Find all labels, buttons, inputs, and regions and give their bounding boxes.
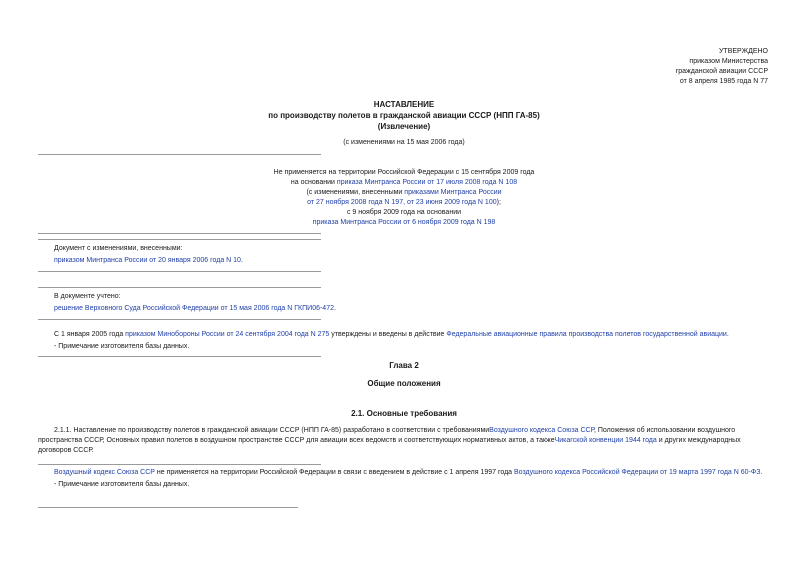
divider [38,233,321,234]
court-decision-link[interactable]: решение Верховного Суда Российской Федерации от 15 мая 2006 года N ГКПИ06-472 [54,305,334,312]
status-text: ); [496,199,501,206]
note-text: . [726,331,729,338]
paragraph-text: , Положения об использовании воздушного пространства СССР, Основных правил полетов в воздушном пространстве СССР для авиации всех ведомств и соответствующих нормативных актов, а также [38,427,736,444]
note-line [54,330,774,340]
status-line [204,198,604,208]
status-line [204,178,604,188]
note-text: . [760,469,763,476]
order-link[interactable]: приказа Минтранса России от 6 ноября 2009 года N 198 [312,219,496,226]
considered-label: В документе учтено: [54,293,121,300]
note-footer: - Примечание изготовителя базы данных. [54,343,190,350]
note-block-2 [54,468,774,490]
status-block [204,168,604,228]
approval-block [568,47,768,87]
status-line [204,188,604,198]
approval-line: приказом Министерства [689,58,768,65]
status-line: с 9 ноября 2009 года на основании [346,209,462,216]
approval-line: гражданской авиации СССР [675,68,768,75]
section-title: 2.1. Основные требования [351,409,457,418]
amended-note: (с изменениями на 15 мая 2006 года) [343,139,465,146]
divider [38,287,321,288]
document-title [204,99,604,132]
considered-suffix: . [334,305,336,312]
note-block [54,330,774,352]
approval-line: УТВЕРЖДЕНО [718,48,768,55]
divider [38,271,321,272]
divider [38,464,321,465]
note-text: С 1 января 2005 года [54,331,126,338]
title-line: (Извлечение) [377,122,431,131]
divider [38,356,321,357]
divider [38,319,321,320]
approval-line: от 8 апреля 1985 года N 77 [679,78,768,85]
paragraph-text: 2.1.1. Наставление по производству полетов в гражданской авиации СССР (НПП ГА-85) разработано в соответствии с требованиями [54,427,490,434]
changes-line [54,256,454,266]
chicago-convention-link[interactable]: Чикагской конвенции 1944 года [554,437,657,444]
status-text: на основании [290,179,337,186]
note-line [54,468,774,478]
air-code-link[interactable]: Воздушного кодекса Союза ССР [489,427,594,434]
status-text: (с изменениями, внесенными [306,189,405,196]
mod-order-link[interactable]: приказом Минобороны России от 24 сентября 2004 года N 275 [125,331,330,338]
changes-label: Документ с изменениями, внесенными: [54,245,183,252]
changes-block [54,244,454,266]
orders-link[interactable]: приказами Минтранса России [404,189,502,196]
chapter-number: Глава 2 [389,361,419,370]
changes-suffix: . [240,257,243,264]
divider [38,507,298,508]
federal-rules-link[interactable]: Федеральные авиационные правила производства полетов государственной авиации [446,331,727,338]
changes-link[interactable]: приказом Минтранса России от 20 января 2006 года N 10 [54,257,241,264]
order-link[interactable]: приказа Минтранса России от 17 июля 2008 года N 108 [336,179,518,186]
status-line [204,218,604,228]
air-code-ussr-link[interactable]: Воздушный кодекс Союза ССР [54,469,155,476]
considered-block [54,292,474,314]
considered-line [54,304,474,314]
note-text: не применяется на территории Российской Федерации в связи с введением в действие с 1 апреля 1997 года [154,469,515,476]
paragraph-2-1-1 [38,426,773,456]
orders-dates-link[interactable]: от 27 ноября 2008 года N 197, от 23 июня 2009 года N 100 [307,199,497,206]
air-code-rf-link[interactable]: Воздушного кодекса Российской Федерации от 19 марта 1997 года N 60-ФЗ [514,469,761,476]
title-line: НАСТАВЛЕНИЕ [373,100,435,109]
status-line: Не применяется на территории Российской Федерации с 15 сентября 2009 года [273,169,535,176]
divider [38,239,321,240]
note-footer: - Примечание изготовителя базы данных. [54,481,190,488]
title-line: по производству полетов в гражданской авиации СССР (НПП ГА-85) [268,111,540,120]
note-text: утверждены и введены в действие [329,331,447,338]
paragraph-text: и других международных договоров СССР. [38,437,741,454]
chapter-name: Общие положения [367,379,441,388]
divider [38,154,321,155]
